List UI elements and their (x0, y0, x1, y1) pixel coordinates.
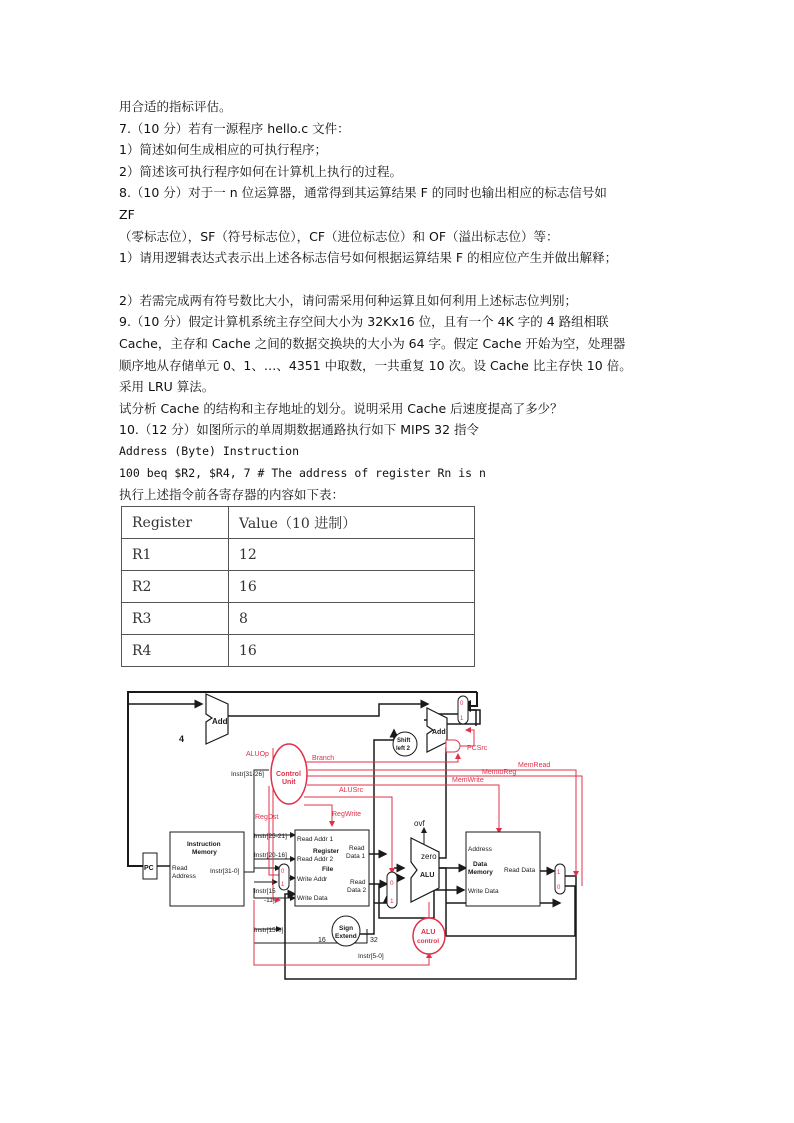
svg-text:Instr[20-16]: Instr[20-16] (254, 852, 287, 859)
table-header: Value（10 进制） (229, 507, 475, 539)
svg-text:ALU: ALU (421, 929, 436, 936)
text-line: ZF (119, 206, 135, 222)
svg-text:Extend: Extend (335, 933, 357, 940)
svg-text:Sign: Sign (339, 925, 354, 932)
svg-text:Read: Read (350, 879, 366, 886)
svg-text:Write Data: Write Data (468, 888, 499, 895)
question-text (119, 96, 699, 506)
pcsrc-label: PCSrc (467, 745, 488, 752)
and-gate (446, 740, 460, 752)
svg-text:-11]: -11] (264, 897, 275, 904)
table-cell: R2 (122, 571, 229, 603)
svg-text:Read Data: Read Data (504, 867, 536, 874)
table-cell: R1 (122, 539, 229, 571)
svg-text:0: 0 (281, 869, 285, 875)
instr-31-26-label: Instr[31-26] (231, 771, 264, 778)
svg-text:Read Addr 1: Read Addr 1 (297, 836, 334, 843)
text-line: 1）简述如何生成相应的可执行程序； (119, 142, 327, 158)
svg-text:Read: Read (349, 845, 365, 852)
table-cell: 16 (229, 571, 475, 603)
svg-text:Register: Register (313, 848, 340, 855)
alu (411, 838, 439, 902)
text-line: 执行上述指令前各寄存器的内容如下表： (119, 487, 345, 503)
svg-text:1: 1 (281, 882, 285, 888)
table-cell: 12 (229, 539, 475, 571)
svg-text:Address: Address (468, 846, 492, 853)
register-table (121, 506, 475, 667)
table-header-row (122, 507, 475, 539)
svg-text:Read Addr 2: Read Addr 2 (297, 856, 334, 863)
svg-text:32: 32 (370, 937, 378, 944)
svg-text:Shift: Shift (397, 738, 411, 744)
svg-text:PC: PC (144, 865, 154, 872)
svg-text:Control: Control (276, 771, 301, 778)
svg-text:1: 1 (557, 870, 561, 876)
svg-text:left 2: left 2 (396, 746, 411, 752)
text-line: 用合适的指标评估。 (119, 99, 232, 114)
svg-text:Data 2: Data 2 (347, 887, 367, 894)
text-line: Cache，主存和 Cache 之间的数据交换块的大小为 64 字。假定 Cache 开始为空，处理器 (119, 335, 626, 351)
table-header: Register (122, 507, 229, 539)
svg-text:Memory: Memory (192, 849, 217, 856)
four-label: 4 (179, 734, 185, 744)
svg-text:0: 0 (557, 885, 561, 891)
svg-text:control: control (417, 938, 440, 945)
svg-text:Instr[15: Instr[15 (254, 888, 276, 895)
ovf-label: ovf (414, 819, 425, 828)
datapath-diagram (124, 688, 584, 984)
add-label: Add (212, 717, 228, 726)
text-line: 1）请用逻辑表达式表示出上述各标志信号如何根据运算结果 F 的相应位产生并做出解释； (119, 250, 618, 266)
svg-text:Instr[5-0]: Instr[5-0] (358, 953, 384, 960)
instr-31-0-label: Instr[31-0] (210, 868, 240, 875)
branch-label: Branch (312, 755, 335, 762)
text-line: （零标志位），SF（符号标志位），CF（进位标志位）和 OF（溢出标志位）等： (119, 228, 559, 244)
svg-text:Unit: Unit (282, 779, 296, 786)
alusrc-label: ALUSrc (339, 787, 364, 794)
text-line: 10.（12 分）如图所示的单周期数据通路执行如下 MIPS 32 指令 (119, 422, 480, 438)
svg-text:Address: Address (172, 873, 196, 880)
text-line: 2）简述该可执行程序如何在计算机上执行的过程。 (119, 163, 402, 179)
svg-text:File: File (322, 866, 334, 873)
text-line: 采用 LRU 算法。 (119, 379, 215, 395)
text-line: 2）若需完成两有符号数比大小，请问需采用何种运算且如何利用上述标志位判别； (119, 292, 577, 308)
svg-text:Write Data: Write Data (297, 895, 328, 902)
svg-text:Memory: Memory (468, 869, 493, 876)
regdst-label: RegDst (255, 814, 279, 821)
regwrite-label: RegWrite (332, 811, 362, 818)
table-cell: 8 (229, 603, 475, 635)
alu-label: ALU (420, 872, 435, 879)
memwrite-label: MemWrite (452, 777, 484, 784)
svg-text:Write Addr: Write Addr (297, 876, 328, 883)
shift-left-2 (393, 732, 417, 756)
svg-text:16: 16 (318, 937, 326, 944)
table-row (122, 635, 475, 667)
text-line: 7.（10 分）若有一源程序 hello.c 文件： (119, 120, 350, 136)
memread-label: MemRead (518, 762, 551, 769)
text-line: Address (Byte) Instruction (119, 443, 300, 458)
table-cell: R3 (122, 603, 229, 635)
svg-text:1: 1 (460, 716, 464, 722)
add-branch-label: Add (432, 729, 446, 736)
text-line: 试分析 Cache 的结构和主存地址的划分。说明采用 Cache 后速度提高了多少？ (119, 400, 563, 416)
aluop-label: ALUOp (246, 751, 269, 758)
svg-text:Data 1: Data 1 (346, 853, 366, 860)
text-line: 顺序地从存储单元 0、1、…、4351 中取数，一共重复 10 次。设 Cache 比主存快 10 倍。 (119, 357, 632, 373)
svg-text:Instr[15-0]: Instr[15-0] (254, 927, 284, 934)
svg-text:Instr[25-21]: Instr[25-21] (254, 833, 287, 840)
table-cell: 16 (229, 635, 475, 667)
table-row (122, 571, 475, 603)
table-row (122, 539, 475, 571)
svg-text:0: 0 (390, 880, 394, 887)
svg-text:Data: Data (473, 861, 488, 868)
alu-control (413, 918, 445, 954)
svg-text:1: 1 (390, 898, 394, 905)
text-line: 9.（10 分）假定计算机系统主存空间大小为 32Kx16 位，且有一个 4K 字的 4 路组相联 (119, 314, 609, 330)
zero-label: zero (421, 852, 437, 861)
table-cell: R4 (122, 635, 229, 667)
svg-text:Instruction: Instruction (187, 841, 221, 848)
text-line: 100 beq $R2, $R4, 7 # The address of register Rn is n (119, 465, 486, 480)
svg-text:Read: Read (172, 865, 188, 872)
svg-text:0: 0 (460, 701, 464, 707)
table-row (122, 603, 475, 635)
memtoreg-label: MemtoReg (482, 769, 517, 776)
text-line: 8.（10 分）对于一 n 位运算器，通常得到其运算结果 F 的同时也输出相应的标志信号如 (119, 185, 607, 201)
